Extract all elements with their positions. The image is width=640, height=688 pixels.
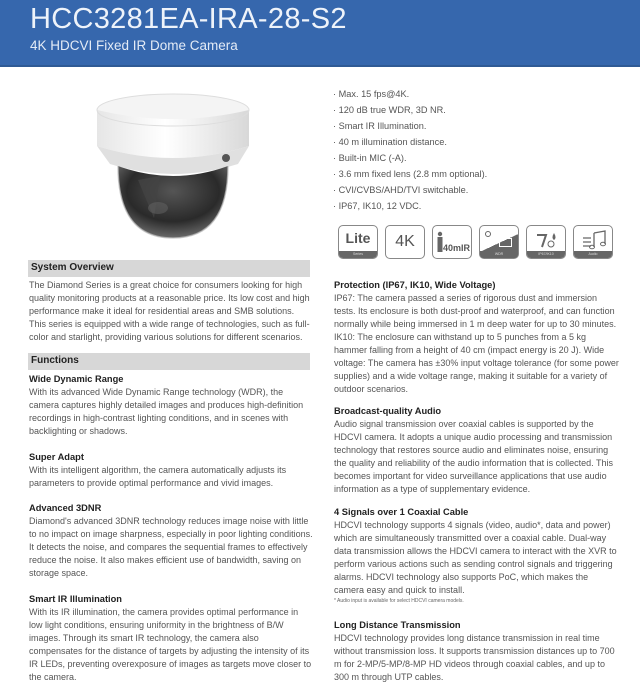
product-model-title: HCC3281EA-IRA-28-S2 [30,3,347,35]
feature-item: · Smart IR Illumination. [333,121,427,131]
audio-footnote: * Audio input is available for select HDCVI camera models. [334,598,464,604]
feature-item: · 40 m illumination distance. [333,137,447,147]
feature-item: · 3.6 mm fixed lens (2.8 mm optional). [333,169,488,179]
protection-heading: Protection (IP67, IK10, Wide Voltage) [334,280,496,290]
system-overview-text: The Diamond Series is a great choice for consumers looking for high quality monitoring products at a reasonable price. Its low cost and high performance make it ideal for residential areas and SMB solutions. This series is equipped with a wide range of technologies, such as full-color and starlight, providing various solutions for different scenarios. [29,280,310,342]
music-note-icon [581,230,607,250]
super-adapt-heading: Super Adapt [29,452,84,462]
hammer-water-icon [535,231,559,249]
signals-text: HDCVI technology supports 4 signals (video, audio*, data and power) which are simultaneously transmitted over a coaxial cable. Dual-way data transmission allows the HDCVI camera to interact with the XVR to perform various actions such as sending control signals and triggering alarms. HDCVI technology also supports PoC, which makes the camera easy and quick to install. [334,520,617,595]
feature-item: · IP67, IK10, 12 VDC. [333,201,422,211]
audio-heading: Broadcast-quality Audio [334,406,442,416]
smart-ir-heading: Smart IR Illumination [29,594,122,604]
super-adapt-text: With its intelligent algorithm, the camera automatically adjusts its parameters to provide optimal performance and vivid images. [29,465,287,488]
wdr-text: With its advanced Wide Dynamic Range technology (WDR), the camera captures highly detailed images and produces high-definition recordings in high-contrast lighting conditions, and in scenes with backlighting or shadows. [29,387,304,436]
ir-distance-badge: 40mIR [432,225,472,259]
4k-badge: 4K [385,225,425,259]
smart-ir-text: With its IR illumination, the camera provides optimal performance in low light conditions, ensuring uniformity in the brightness of B/W images. Through its smart IR technology, the camera also compensates for the distance of targets by adjusting the intensity of its IR LEDs, preventing overexposure of images as targets move closer to the camera. [29,607,312,682]
lite-series-badge: Lite Series [338,225,378,259]
protection-text: IP67: The camera passed a series of rigorous dust and immersion tests. Its enclosure is both dust-proof and waterproof, and can function normally while being immersed in 1 m deep water for up to 30 minutes. IK10: The enclosure can withstand up to 5 punches from a 5 kg hammer falling from a height of 40 cm (impact energy is 20 J). Wide voltage: The camera has ±30% input voltage tolerance (for some power supplies) and a wide voltage range, making it suitable for a variety of outdoor scenarios. [334,293,619,394]
feature-badges [336,225,626,261]
feature-item: · CVI/CVBS/AHD/TVI switchable. [333,185,469,195]
product-subtitle: 4K HDCVI Fixed IR Dome Camera [30,38,238,53]
long-distance-heading: Long Distance Transmission [334,620,461,630]
signals-heading: 4 Signals over 1 Coaxial Cable [334,507,469,517]
wdr-badge: WDR [479,225,519,259]
feature-item: · Built-in MIC (-A). [333,153,407,163]
feature-list [333,86,623,214]
3dnr-text: Diamond's advanced 3DNR technology reduces image noise with little to no impact on image sharpness, especially in poor lighting conditions. It detects the noise, and compares the sequential frames to effectively reduce the noise. It also makes efficient use of bandwidth, saving on storage space. [29,516,313,578]
system-overview-header: System Overview [28,260,310,277]
sun-icon [483,229,493,239]
functions-header: Functions [28,353,310,370]
audio-text: Audio signal transmission over coaxial cables is supported by the HDCVI camera. It adopts a unique audio processing and transmission technology that restores source audio and eliminates noise, ensuring the quality and reliability of the audio information that is collected. This becomes important for video surveillance applications that use audio information as a type of supplementary evidence. [334,419,613,494]
ip67-ik10-badge: IP67/IK10 [526,225,566,259]
audio-badge: Audio [573,225,613,259]
wdr-heading: Wide Dynamic Range [29,374,124,384]
feature-item: · 120 dB true WDR, 3D NR. [333,105,446,115]
feature-item: · Max. 15 fps@4K. [333,89,410,99]
long-distance-text: HDCVI technology provides long distance transmission in real time without transmission loss. It supports transmission distances up to 700 m for 2-MP/5-MP/8-MP HD videos through coaxial cables, and up to 300 m through UTP cables. [334,633,615,682]
3dnr-heading: Advanced 3DNR [29,503,102,513]
dome-camera-image [88,88,258,243]
window-icon [499,238,512,247]
header-banner [0,0,640,67]
